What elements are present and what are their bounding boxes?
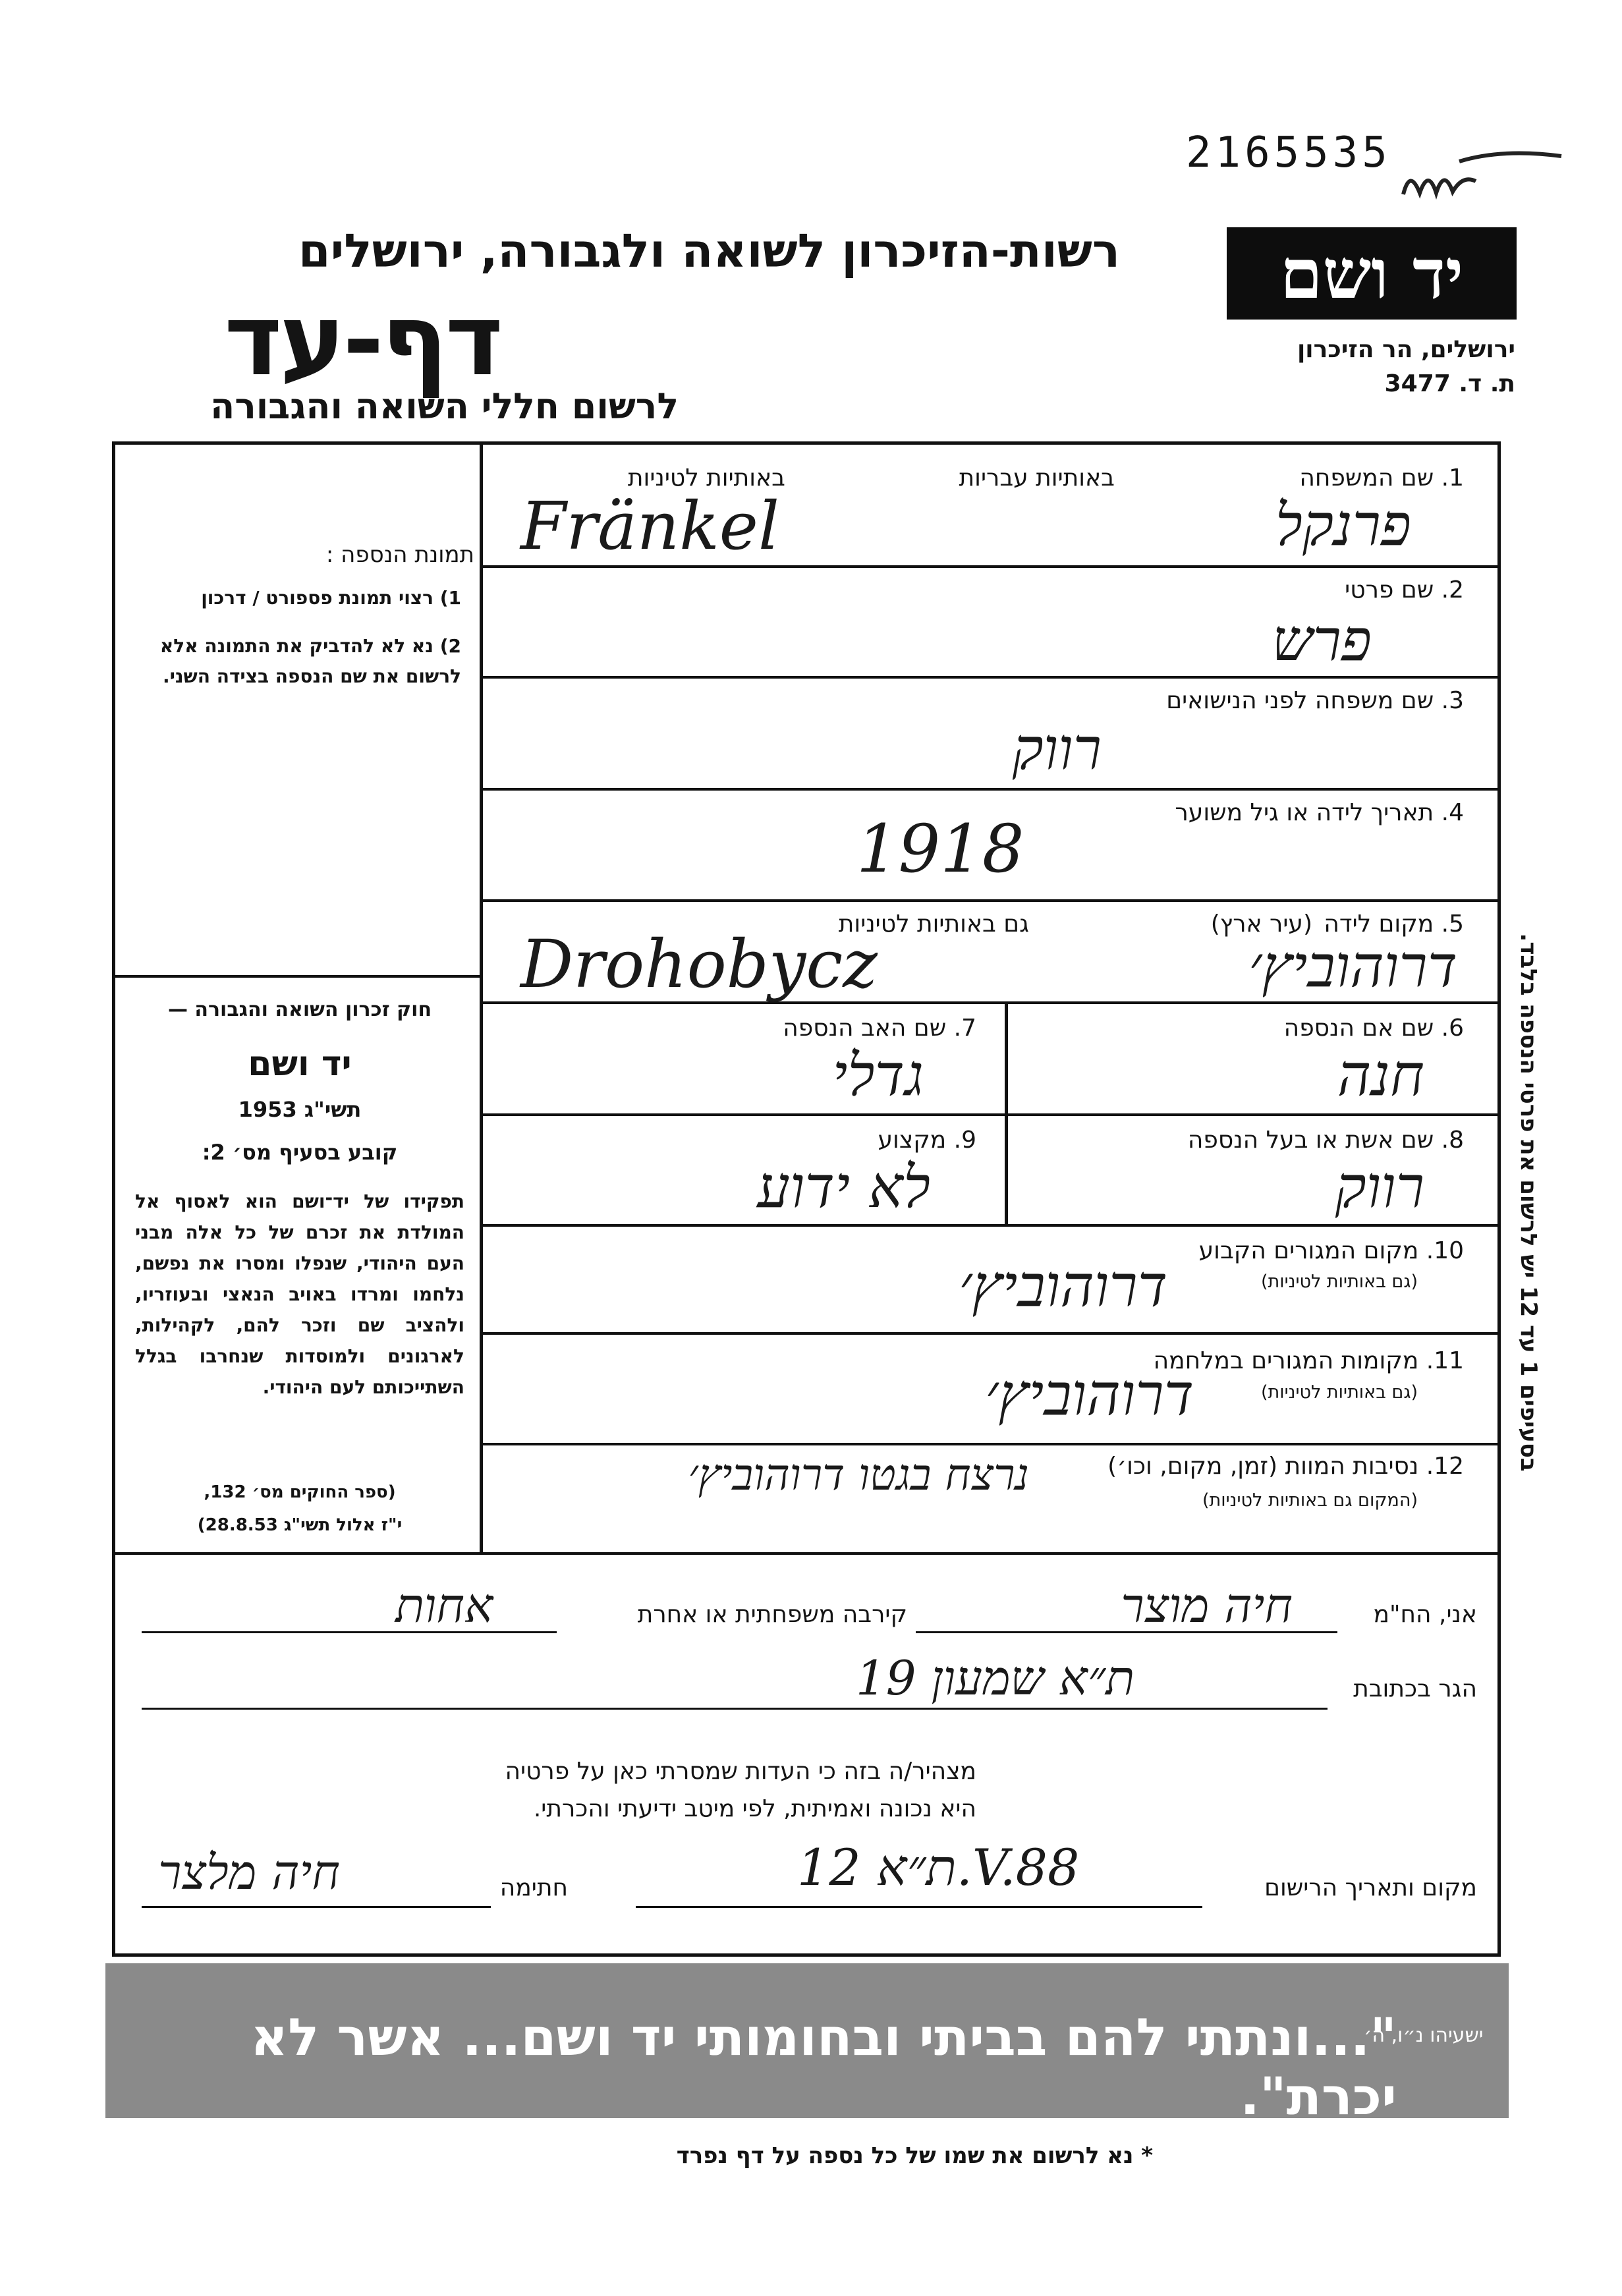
law-year: תשי"ג 1953: [238, 1097, 362, 1122]
serial-number: 2165535: [1186, 128, 1391, 177]
underline: [636, 1906, 1202, 1908]
logo-address: ירושלים, הר הזיכרון: [1297, 336, 1515, 363]
field-1-label: 1. שם המשפחה: [1299, 464, 1464, 491]
relation-value[interactable]: אחות: [395, 1578, 493, 1633]
field-4-label: 4. תאריך לידה או גיל משוער: [1175, 799, 1464, 826]
row-divider: [481, 565, 1501, 568]
law-source: (ספר החוקים מס׳ 132,: [204, 1482, 396, 1502]
relation-label: קירבה משפחתית או אחרת: [637, 1601, 907, 1628]
declaration-line-2: היא נכונה ואמיתית, לפי מיטב ידיעתי והכרתי.: [533, 1795, 976, 1822]
field-5-value-latin[interactable]: Drohobycz: [520, 926, 878, 1003]
declaration-line-1: מצהיר/ה בזה כי העדות שמסרתי כאן על פרטיה: [505, 1758, 976, 1785]
underline: [142, 1708, 1328, 1710]
authority-name: רשות-הזיכרון לשואה ולגבורה, ירושלים: [298, 224, 1120, 278]
row-divider: [481, 1224, 1501, 1227]
field-10-note: (גם באותיות לטיניות): [1260, 1272, 1418, 1292]
panel-divider: [480, 441, 483, 1555]
field-7-value[interactable]: גדלי: [832, 1041, 924, 1109]
field-9-value[interactable]: לא ידוע: [757, 1153, 930, 1221]
field-5-value-hebrew[interactable]: דרוהוביץ׳: [1248, 932, 1457, 1000]
field-10-value[interactable]: דרוהוביץ׳: [959, 1252, 1167, 1320]
field-2-label: 2. שם פרטי: [1345, 576, 1464, 603]
field-12-value[interactable]: נרצח בגטו דרוהוביץ׳: [688, 1449, 1029, 1500]
field-6-value[interactable]: חנה: [1337, 1041, 1424, 1109]
field-1-latin-col: באותיות לטיניות: [627, 464, 785, 491]
signature-value[interactable]: חיה מלצר: [158, 1845, 341, 1900]
field-5-label: 5. מקום לידה: [1324, 910, 1464, 938]
field-8-label: 8. שם אשת או בעל הנספה: [1187, 1127, 1464, 1154]
declarant-label: אני, הח"מ: [1373, 1601, 1477, 1628]
field-12-note: (המקום גם באותיות לטיניות): [1202, 1490, 1418, 1511]
place-date-label: מקום ותאריך הרישום: [1264, 1874, 1477, 1901]
field-11-label: 11. מקומות המגורים במלחמה: [1153, 1347, 1464, 1374]
side-instruction: [1509, 791, 1548, 1614]
address-value[interactable]: ת״א שמעון 19: [855, 1650, 1134, 1706]
field-11-note: (גם באותיות לטיניות): [1260, 1382, 1418, 1403]
side-instruction-text: בסעיפים 1 עד 12 יש לרשום את פרטי הנספה בלבד.: [1515, 933, 1542, 1472]
law-body: תפקידו של יד־ושם הוא לאסוף אל המולדת את זכרם של כל אלה מבני העם היהודי, שנפלו ומסרו את נפשם, נלחמו ומרדו באויב הנאצי ובעוזריו, ולהציב שם וזכר להם, לקהילות, לארגונים ולמוסדות שנחרבו בגלל השתייכותם לעם היהודי.: [135, 1190, 464, 1398]
row-divider: [481, 1113, 1501, 1116]
row-divider: [481, 1443, 1501, 1445]
field-6-label: 6. שם אם הנספה: [1283, 1015, 1464, 1042]
field-10-label: 10. מקום המגורים הקבוע: [1198, 1237, 1464, 1264]
signature-label: חתימה: [499, 1874, 568, 1901]
banner-source: ישעיהו נ״ו, ה׳: [1364, 2024, 1484, 2047]
photo-note-1: 1) רצוי תמונת פספורט / דרכון: [201, 587, 461, 609]
row-divider: [481, 1332, 1501, 1335]
handwritten-initials: [1397, 142, 1568, 214]
field-8-value[interactable]: רווק: [1335, 1153, 1424, 1221]
row-split: [1005, 1003, 1008, 1113]
field-2-value[interactable]: פרש: [1272, 606, 1372, 674]
field-1-value-hebrew[interactable]: פרנקל: [1275, 491, 1411, 559]
page-subtitle: לרשום חללי השואה והגבורה: [210, 385, 679, 427]
underline: [142, 1631, 557, 1633]
law-name: יד ושם: [248, 1044, 352, 1084]
place-date-value[interactable]: ת״א 12.V.88: [797, 1838, 1080, 1897]
field-3-value[interactable]: רווק: [1012, 715, 1102, 783]
panel-split: [112, 975, 481, 978]
law-date: י"ז אלול תשי"ג 28.8.53): [197, 1515, 403, 1535]
photo-title: תמונת הנספה :: [325, 542, 474, 568]
address-label: הגר בכתובת: [1353, 1675, 1477, 1702]
banner-quote: "...ונתתי להם בביתי ובחומותי יד ושם... אשר לא יכרת".: [250, 2008, 1397, 2127]
row-divider: [481, 788, 1501, 791]
law-section: קובע בסעיף מס׳ 2:: [202, 1140, 398, 1165]
row-divider: [481, 899, 1501, 902]
row-divider: [481, 676, 1501, 679]
logo-po-box: ת. ד. 3477: [1384, 370, 1515, 397]
declarant-name[interactable]: חיה מוצר: [1121, 1578, 1293, 1633]
field-11-value[interactable]: דרוהוביץ׳: [985, 1360, 1194, 1428]
page-title: דף-עד: [224, 283, 501, 398]
field-9-label: 9. מקצוע: [878, 1127, 976, 1154]
photo-note-2: 2) נא לא להדביק את התמונה אלא לרשום את שם הנספה בצידה השני.: [159, 635, 461, 687]
field-4-value[interactable]: 1918: [856, 810, 1024, 887]
yad-vashem-logo: יד ושם: [1227, 227, 1517, 320]
field-5-latin-note: גם באותיות לטיניות: [838, 910, 1029, 938]
underline: [142, 1906, 491, 1908]
law-heading: חוק זכרון השואה והגבורה —: [167, 998, 432, 1021]
field-1-hebrew-col: באותיות עבריות: [959, 464, 1115, 491]
field-5-paren: (עיר ארץ): [1210, 910, 1312, 938]
field-3-label: 3. שם משפחה לפני הנישואים: [1166, 687, 1464, 714]
footnote: * נא לרשום את שמו של כל נספה על דף נפרד: [676, 2142, 1153, 2169]
fields-bottom-line: [112, 1552, 1501, 1555]
row-split: [1005, 1115, 1008, 1224]
field-1-value-latin[interactable]: Fränkel: [520, 488, 779, 565]
field-7-label: 7. שם האב הנספה: [783, 1015, 976, 1042]
field-12-label: 12. נסיבות המוות (זמן, מקום, וכו׳): [1107, 1453, 1464, 1480]
